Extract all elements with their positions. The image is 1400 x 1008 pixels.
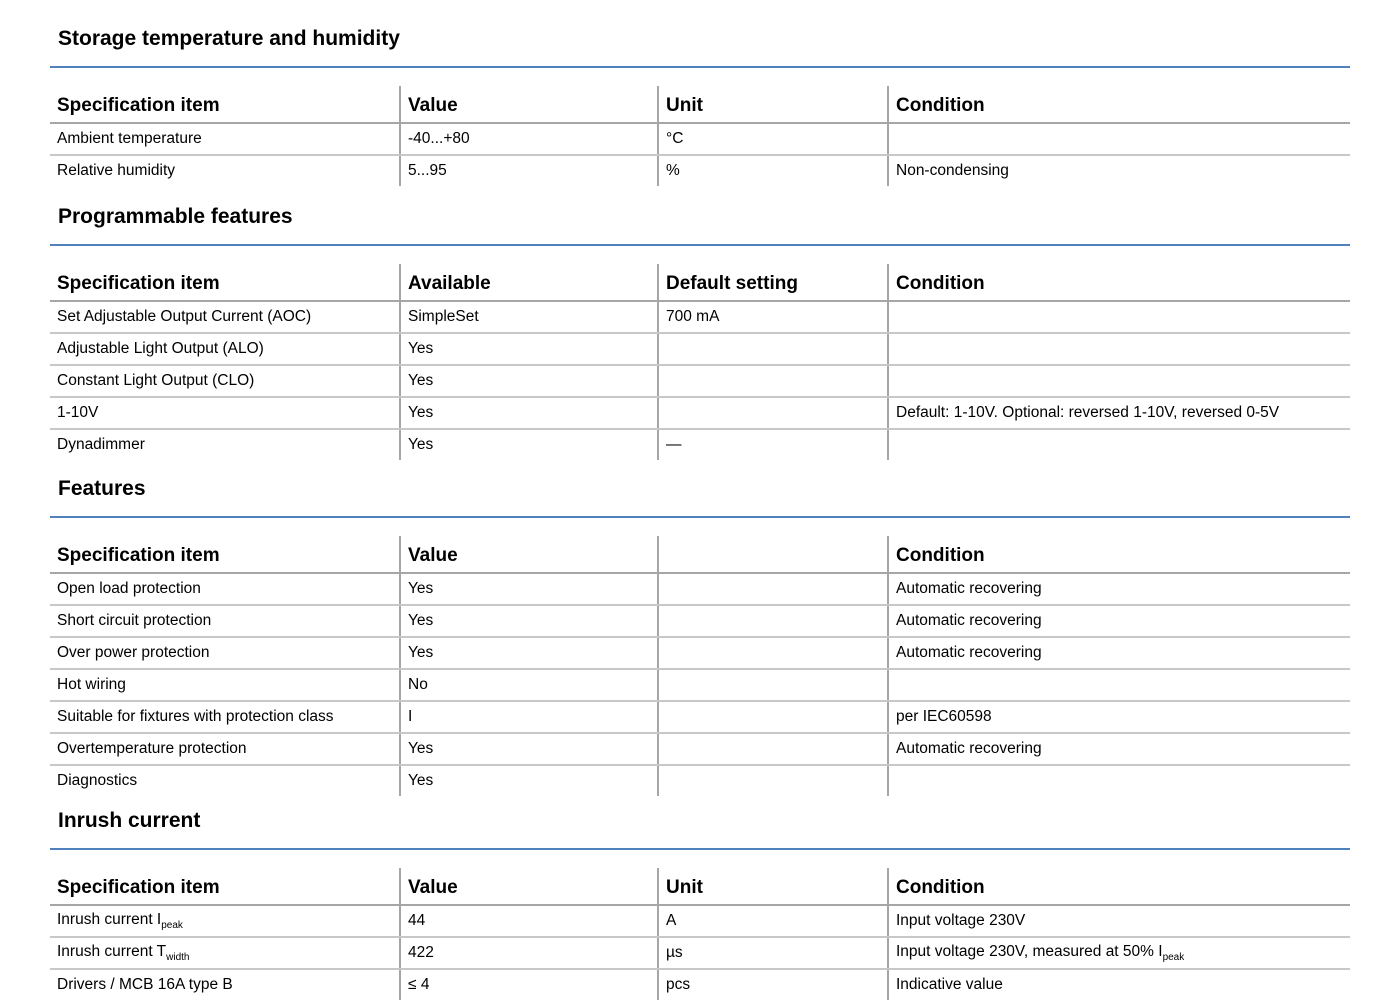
table-cell: A: [658, 905, 888, 937]
table-cell: Open load protection: [50, 573, 400, 605]
section-divider: [50, 516, 1350, 518]
table-cell: Yes: [400, 573, 658, 605]
table-header-row: [50, 868, 1350, 905]
table-cell: Diagnostics: [57, 772, 138, 789]
table-cell: [658, 605, 888, 637]
table-cell: Dynadimmer: [57, 436, 145, 453]
table-cell: per IEC60598: [888, 701, 1350, 733]
table-cell: Default: 1-10V. Optional: reversed 1-10V, reversed 0-5V: [888, 397, 1350, 429]
cell-text: Inrush current I: [57, 911, 162, 928]
table-row: [50, 123, 1350, 155]
table-row: [50, 905, 1350, 937]
table-cell: Yes: [400, 637, 658, 669]
table-cell: 5...95: [400, 155, 658, 186]
table-cell: Constant Light Output (CLO): [50, 365, 400, 397]
table-cell: [888, 333, 1350, 365]
table-cell: °C: [658, 123, 888, 155]
table-row: [50, 573, 1350, 605]
spec-table: [50, 264, 1350, 460]
table-cell: [658, 733, 888, 765]
header-cell: Unit: [658, 868, 888, 905]
table-cell: —: [658, 429, 888, 460]
header-cell: Specification item: [50, 86, 400, 123]
spec-table: [50, 868, 1350, 1000]
table-cell: Ambient temperature: [50, 123, 400, 155]
table-cell: 700 mA: [658, 301, 888, 333]
table-row: [50, 301, 1350, 333]
table-row: [50, 969, 1350, 1000]
table-cell: Yes: [400, 765, 658, 796]
table-cell: [888, 123, 1350, 155]
table-cell: 44: [400, 905, 658, 937]
table-cell: Automatic recovering: [888, 637, 1350, 669]
table-header-row: [50, 536, 1350, 573]
header-cell: Value: [400, 536, 658, 573]
table-cell: [888, 937, 1350, 969]
spec-table: [50, 536, 1350, 796]
table-cell: Yes: [400, 605, 658, 637]
table-cell: Hot wiring: [50, 669, 400, 701]
table-row: [50, 397, 1350, 429]
table-cell: Adjustable Light Output (ALO): [50, 333, 400, 365]
table-row: [50, 605, 1350, 637]
table-cell: Relative humidity: [57, 162, 176, 179]
table-cell: [658, 765, 888, 796]
table-cell: [888, 429, 1350, 460]
table-cell: Yes: [400, 733, 658, 765]
header-cell: Default setting: [658, 264, 888, 301]
table-row: [50, 937, 1350, 969]
header-cell: Specification item: [50, 536, 400, 573]
table-cell: [658, 365, 888, 397]
table-row: [50, 429, 1350, 460]
table-cell: [658, 701, 888, 733]
table-row: [50, 733, 1350, 765]
table-header-row: [50, 86, 1350, 123]
header-cell: Value: [400, 86, 658, 123]
table-cell: %: [658, 155, 888, 186]
header-cell: Condition: [888, 264, 1350, 301]
table-cell: pcs: [658, 969, 888, 1000]
table-row: [50, 365, 1350, 397]
header-cell: Available: [400, 264, 658, 301]
header-cell: [658, 536, 888, 573]
table-row: [50, 333, 1350, 365]
table-row: [50, 669, 1350, 701]
header-cell: Unit: [658, 86, 888, 123]
table-cell: Yes: [400, 365, 658, 397]
table-cell: [888, 765, 1350, 796]
cell-subscript: peak: [161, 920, 183, 931]
table-cell: [50, 905, 400, 937]
table-cell: I: [400, 701, 658, 733]
table-cell: Input voltage 230V: [888, 905, 1350, 937]
table-cell: [888, 365, 1350, 397]
table-cell: [658, 669, 888, 701]
table-header-row: [50, 264, 1350, 301]
table-cell: SimpleSet: [400, 301, 658, 333]
table-cell: -40...+80: [400, 123, 658, 155]
table-cell: Yes: [400, 429, 658, 460]
section-title: Programmable features: [58, 205, 293, 228]
header-cell: Condition: [888, 868, 1350, 905]
table-cell: Yes: [400, 333, 658, 365]
table-cell: 422: [400, 937, 658, 969]
cell-subscript: peak: [1162, 952, 1185, 963]
cell-text: Inrush current T: [57, 943, 167, 960]
table-cell: [658, 573, 888, 605]
table-row: [50, 637, 1350, 669]
table-cell: Overtemperature protection: [50, 733, 400, 765]
table-cell: Non-condensing: [888, 155, 1350, 186]
table-row: [50, 765, 1350, 796]
table-cell: Indicative value: [888, 969, 1350, 1000]
table-cell: ≤ 4: [400, 969, 658, 1000]
header-cell: Condition: [888, 536, 1350, 573]
section-title: Inrush current: [58, 809, 201, 832]
header-cell: Value: [400, 868, 658, 905]
table-cell: Automatic recovering: [888, 605, 1350, 637]
section-divider: [50, 848, 1350, 850]
header-cell: Specification item: [50, 264, 400, 301]
table-cell: 1-10V: [50, 397, 400, 429]
table-cell: Drivers / MCB 16A type B: [57, 976, 233, 993]
table-row: [50, 155, 1350, 186]
table-cell: Suitable for fixtures with protection class: [50, 701, 400, 733]
section-divider: [50, 66, 1350, 68]
table-cell: No: [400, 669, 658, 701]
table-cell: [888, 301, 1350, 333]
cell-subscript: width: [166, 952, 190, 963]
table-cell: Yes: [400, 397, 658, 429]
table-cell: Short circuit protection: [50, 605, 400, 637]
section-title: Storage temperature and humidity: [58, 27, 400, 50]
cell-text: Input voltage 230V, measured at 50% I: [896, 943, 1163, 960]
section-title: Features: [58, 477, 146, 500]
spec-table: [50, 86, 1350, 186]
table-cell: Over power protection: [50, 637, 400, 669]
table-cell: µs: [658, 937, 888, 969]
table-row: [50, 701, 1350, 733]
table-cell: Set Adjustable Output Current (AOC): [50, 301, 400, 333]
table-cell: Automatic recovering: [888, 733, 1350, 765]
header-cell: Condition: [888, 86, 1350, 123]
header-cell: Specification item: [50, 868, 400, 905]
table-cell: [50, 937, 400, 969]
table-cell: [888, 669, 1350, 701]
section-divider: [50, 244, 1350, 246]
table-cell: [658, 333, 888, 365]
table-cell: [658, 637, 888, 669]
table-cell: Automatic recovering: [888, 573, 1350, 605]
table-cell: [658, 397, 888, 429]
